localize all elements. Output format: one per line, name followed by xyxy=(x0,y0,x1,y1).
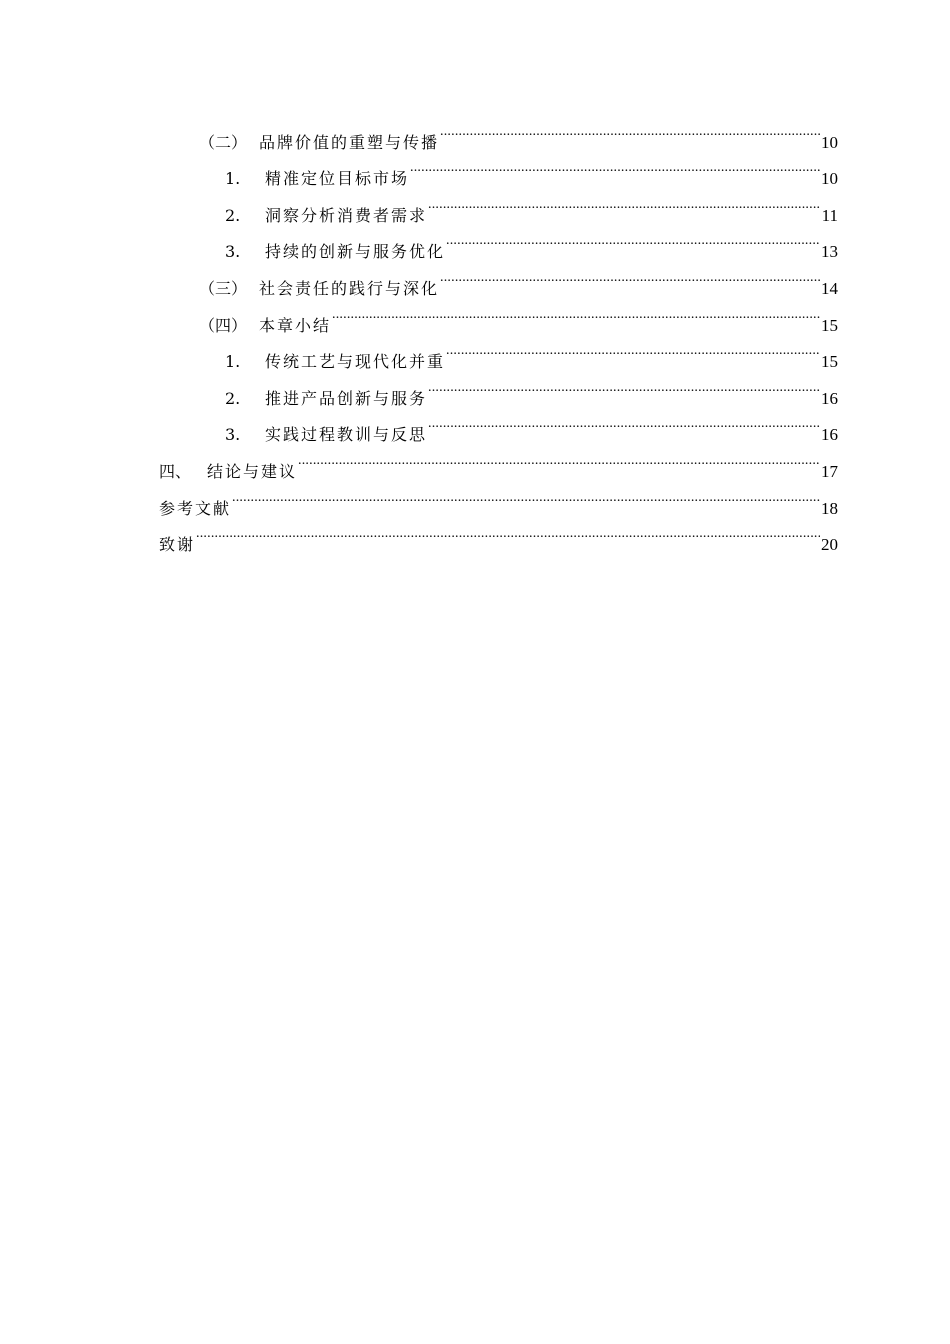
toc-entry-number: 3. xyxy=(225,425,241,445)
toc-entry-title: 推进产品创新与服务 xyxy=(265,388,428,408)
toc-entry-page: 10 xyxy=(821,169,838,189)
toc-entry-page: 11 xyxy=(821,205,838,225)
toc-entry-page: 17 xyxy=(821,461,838,481)
toc-dot-leader xyxy=(440,257,820,294)
toc-entry-title: 精准定位目标市场 xyxy=(265,169,410,189)
toc-dot-leader xyxy=(196,514,820,551)
toc-entry-title: 传统工艺与现代化并重 xyxy=(265,352,446,372)
toc-entry-page: 10 xyxy=(821,132,838,152)
toc-entry-title: 本章小结 xyxy=(259,315,332,335)
toc-entry-title: 参考文献 xyxy=(159,498,232,518)
toc-dot-leader xyxy=(428,367,820,404)
toc-entry-page: 16 xyxy=(821,388,838,408)
toc-entry-number: （二） xyxy=(199,132,248,152)
toc-dot-leader xyxy=(440,111,820,148)
toc-entry-number: （四） xyxy=(199,315,248,335)
toc-entry-number: 2. xyxy=(225,205,241,225)
toc-entry-page: 16 xyxy=(821,425,838,445)
toc-dot-leader xyxy=(332,294,820,331)
table-of-contents xyxy=(159,111,838,555)
toc-dot-leader xyxy=(428,404,820,441)
toc-dot-leader xyxy=(446,221,820,258)
toc-entry-title: 实践过程教训与反思 xyxy=(265,425,428,445)
toc-entry-number: 四、 xyxy=(159,461,192,481)
toc-entry-number: 1. xyxy=(225,169,241,189)
toc-entry-title: 持续的创新与服务优化 xyxy=(265,242,446,262)
toc-entry-title: 洞察分析消费者需求 xyxy=(265,205,428,225)
toc-entry-title: 致谢 xyxy=(159,535,196,555)
toc-entry-acknowledgements[interactable] xyxy=(159,514,838,555)
toc-entry-number: 1. xyxy=(225,352,241,372)
toc-dot-leader xyxy=(232,477,820,514)
toc-entry-page: 14 xyxy=(821,278,838,298)
toc-entry-page: 20 xyxy=(821,535,838,555)
toc-entry-references[interactable] xyxy=(159,477,838,518)
toc-entry-number: 3. xyxy=(225,242,241,262)
toc-entry-page: 13 xyxy=(821,242,838,262)
toc-entry-title: 社会责任的践行与深化 xyxy=(259,278,440,298)
toc-entry-title: 结论与建议 xyxy=(207,461,298,481)
toc-dot-leader xyxy=(298,440,820,477)
toc-dot-leader xyxy=(428,184,821,221)
toc-entry-number: 2. xyxy=(225,388,241,408)
toc-entry-number: （三） xyxy=(199,278,248,298)
toc-entry-title: 品牌价值的重塑与传播 xyxy=(259,132,440,152)
toc-entry-page: 15 xyxy=(821,352,838,372)
toc-dot-leader xyxy=(410,148,820,185)
toc-entry-page: 18 xyxy=(821,498,838,518)
toc-entry-page: 15 xyxy=(821,315,838,335)
toc-dot-leader xyxy=(446,331,820,368)
toc-entry-section-2[interactable] xyxy=(159,111,838,152)
